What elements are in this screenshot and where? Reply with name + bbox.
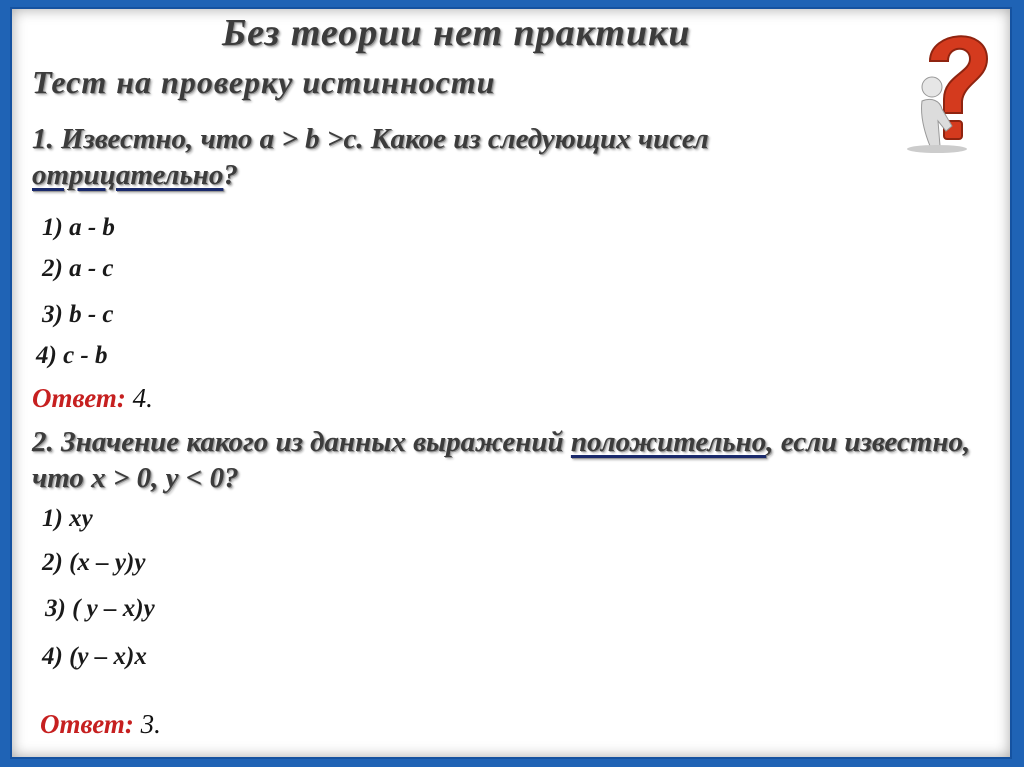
question-2-text bbox=[32, 424, 992, 496]
question-1-text-after: ? bbox=[223, 159, 238, 191]
question-2-option-2: 2) (х – у)у bbox=[42, 549, 146, 576]
slide-subtitle: Тест на проверку истинности bbox=[32, 64, 496, 100]
question-1-option-2: 2) a - c bbox=[42, 255, 114, 282]
question-2-text-after: , если известно, что х > 0, у < 0? bbox=[32, 426, 971, 494]
question-1-option-4: 4) c - b bbox=[36, 342, 108, 369]
question-2-keyword: положительно bbox=[570, 426, 767, 458]
slide-title: Без теории нет практики bbox=[222, 12, 691, 54]
question-1-text bbox=[32, 121, 912, 193]
answer-label: Ответ: bbox=[32, 383, 126, 413]
question-1-keyword: отрицательно bbox=[32, 159, 224, 191]
question-2-option-4: 4) (у – х)х bbox=[42, 643, 147, 670]
answer-value: 3. bbox=[133, 709, 161, 739]
question-2-text-before: 2. Значение какого из данных выражений bbox=[32, 426, 571, 458]
question-1-option-3: 3) b - c bbox=[42, 301, 114, 328]
question-1-answer bbox=[32, 383, 153, 414]
answer-label: Ответ: bbox=[40, 709, 134, 739]
question-2-option-1: 1) ху bbox=[42, 505, 93, 532]
answer-value: 4. bbox=[125, 383, 153, 413]
question-2-answer bbox=[40, 709, 161, 740]
slide bbox=[12, 9, 1010, 757]
question-1-option-1: 1) a - b bbox=[42, 214, 115, 241]
question-1-text-before: 1. Известно, что а > b >c. Какое из следующих чисел bbox=[32, 123, 709, 155]
question-2-option-3: 3) ( у – х)у bbox=[45, 595, 155, 622]
